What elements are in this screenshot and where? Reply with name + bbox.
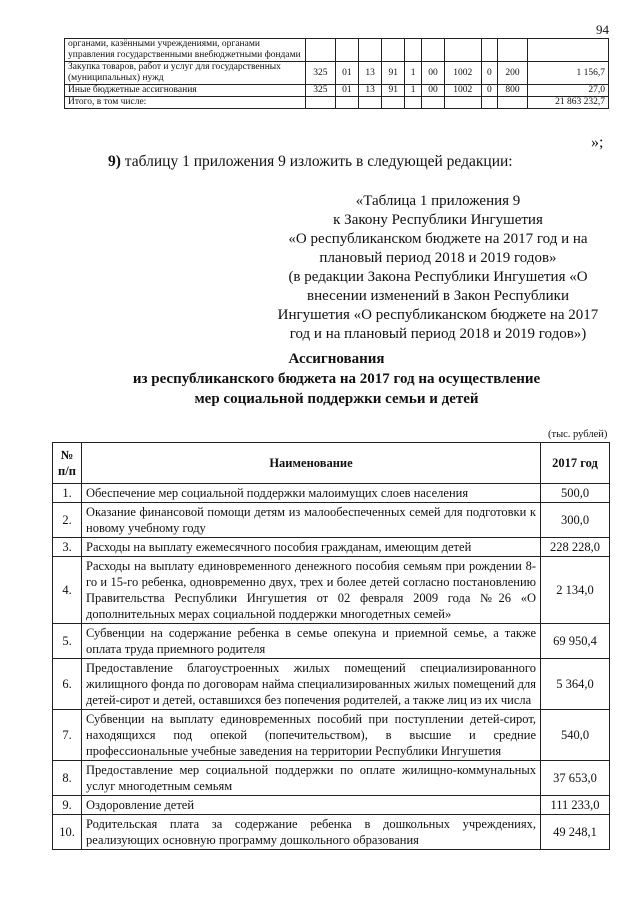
header-line: год и на плановый период 2018 и 2019 годов») [289, 326, 587, 342]
row-description: Предоставление благоустроенных жилых помещений специализированного жилищного фонда по договорам найма специализированных жилых помещений для детей-сирот и детей, оставшихся без попечения родителей, а также лиц из их числа [82, 659, 541, 710]
budget-code-cell [335, 39, 358, 62]
budget-code-cell [306, 39, 336, 62]
budget-code-cell: 13 [359, 62, 382, 85]
row-description: Субвенции на выплату единовременных пособий при поступлении детей-сирот, находящихся под опекой (попечительством), в высшие и средние профессиональные учебные заведения на территории Республики Ингушетия [82, 710, 541, 761]
row-number: 6. [53, 659, 82, 710]
table-row [53, 484, 610, 503]
budget-code-cell [498, 97, 528, 109]
budget-code-cell: 1002 [445, 85, 482, 97]
row-amount: 500,0 [541, 484, 610, 503]
page-number: 94 [596, 22, 609, 37]
column-header-num: № п/п [53, 443, 82, 484]
row-number: 5. [53, 624, 82, 659]
title-line: Ассигнования [288, 351, 385, 367]
column-header-name: Наименование [82, 443, 541, 484]
row-number: 1. [53, 484, 82, 503]
table-row [53, 557, 610, 624]
budget-code-cell [445, 39, 482, 62]
column-header-year: 2017 год [541, 443, 610, 484]
budget-code-cell: 1002 [445, 62, 482, 85]
row-number: 9. [53, 796, 82, 815]
budget-code-cell [335, 97, 358, 109]
budget-code-cell: 13 [359, 85, 382, 97]
budget-code-cell: 0 [481, 62, 498, 85]
row-number: 3. [53, 538, 82, 557]
budget-code-cell: 01 [335, 62, 358, 85]
instruction-number: 9) [108, 153, 121, 170]
units-label: (тыс. рублей) [548, 429, 608, 440]
budget-code-cell [382, 97, 405, 109]
row-description: Предоставление мер социальной поддержки по оплате жилищно-коммунальных услуг многодетным семьям [82, 761, 541, 796]
row-description: Расходы на выплату ежемесячного пособия гражданам, имеющим детей [82, 538, 541, 557]
allocations-table [52, 442, 610, 850]
budget-row-name: Иные бюджетные ассигнования [65, 85, 306, 97]
budget-amount [528, 39, 609, 62]
row-description: Оказание финансовой помощи детям из малообеспеченных семей для подготовки к новому учебному году [82, 503, 541, 538]
amendment-instruction [108, 153, 513, 171]
budget-row [65, 85, 609, 97]
budget-row-name: Закупка товаров, работ и услуг для государственных (муниципальных) нужд [65, 62, 306, 85]
row-description: Расходы на выплату единовременного денежного пособия семьям при рождении 8-го и 15-го ребенка, одновременно двух, трех и более детей согласно постановлению Правительства Республики Ингушетия от 02 февраля 2009 года №26 «О дополнительных мерах социальной поддержки многодетных семей» [82, 557, 541, 624]
budget-code-cell [405, 39, 422, 62]
row-description: Субвенции на содержание ребенка в семье опекуна и приемной семье, а также оплата труда приемного родителя [82, 624, 541, 659]
budget-code-cell [481, 39, 498, 62]
budget-code-cell [382, 39, 405, 62]
header-line: «О республиканском бюджете на 2017 год и на [288, 231, 588, 247]
row-amount: 111 233,0 [541, 796, 610, 815]
row-number: 7. [53, 710, 82, 761]
row-amount: 300,0 [541, 503, 610, 538]
title-line: из республиканского бюджета на 2017 год на осуществление [132, 371, 541, 387]
budget-code-cell: 01 [335, 85, 358, 97]
row-description: Оздоровление детей [82, 796, 541, 815]
header-line: плановый период 2018 и 2019 годов» [319, 250, 557, 266]
table-row [53, 815, 610, 850]
title-line: мер социальной поддержки семьи и детей [194, 391, 479, 407]
row-amount: 5 364,0 [541, 659, 610, 710]
budget-table-fragment [64, 38, 609, 109]
table-row [53, 796, 610, 815]
budget-code-cell [445, 97, 482, 109]
budget-code-cell: 00 [421, 85, 444, 97]
table-row [53, 761, 610, 796]
budget-code-cell [359, 97, 382, 109]
document-title [64, 349, 609, 409]
budget-code-cell: 0 [481, 85, 498, 97]
budget-row-name: органами, казёнными учреждениями, органами управления государственными внебюджетными фондами [65, 39, 306, 62]
budget-code-cell: 325 [306, 62, 336, 85]
budget-row-name: Итого, в том числе: [65, 97, 306, 109]
row-number: 10. [53, 815, 82, 850]
row-amount: 49 248,1 [541, 815, 610, 850]
budget-code-cell: 325 [306, 85, 336, 97]
row-amount: 69 950,4 [541, 624, 610, 659]
table-row [53, 659, 610, 710]
budget-code-cell: 1 [405, 62, 422, 85]
row-number: 8. [53, 761, 82, 796]
budget-code-cell [481, 97, 498, 109]
budget-amount: 1 156,7 [528, 62, 609, 85]
budget-code-cell [359, 39, 382, 62]
header-line: «Таблица 1 приложения 9 [355, 193, 521, 209]
table-row [53, 710, 610, 761]
budget-code-cell [306, 97, 336, 109]
budget-amount: 27,0 [528, 85, 609, 97]
budget-code-cell: 800 [498, 85, 528, 97]
table-header-row [53, 443, 610, 484]
table-reference-header [268, 192, 608, 344]
row-number: 4. [53, 557, 82, 624]
row-amount: 37 653,0 [541, 761, 610, 796]
budget-code-cell [405, 97, 422, 109]
table-row [53, 503, 610, 538]
budget-code-cell: 00 [421, 62, 444, 85]
header-line: внесении изменений в Закон Республики [307, 288, 569, 304]
instruction-text: таблицу 1 приложения 9 изложить в следующей редакции: [120, 153, 513, 170]
row-amount: 2 134,0 [541, 557, 610, 624]
budget-code-cell: 1 [405, 85, 422, 97]
budget-row [65, 62, 609, 85]
budget-amount: 21 863 232,7 [528, 97, 609, 109]
budget-row [65, 97, 609, 109]
row-amount: 228 228,0 [541, 538, 610, 557]
header-line: к Закону Республики Ингушетия [333, 212, 543, 228]
budget-code-cell: 200 [498, 62, 528, 85]
row-description: Родительская плата за содержание ребенка в дошкольных учреждениях, реализующих основную программу дошкольного образования [82, 815, 541, 850]
budget-code-cell: 91 [382, 85, 405, 97]
budget-code-cell [421, 97, 444, 109]
budget-code-cell: 91 [382, 62, 405, 85]
table-row [53, 538, 610, 557]
header-line: Ингушетия «О республиканском бюджете на 2017 [277, 307, 599, 323]
row-description: Обеспечение мер социальной поддержки малоимущих слоев населения [82, 484, 541, 503]
budget-code-cell [498, 39, 528, 62]
budget-code-cell [421, 39, 444, 62]
table-row [53, 624, 610, 659]
header-line: (в редакции Закона Республики Ингушетия «О [288, 269, 588, 285]
budget-row [65, 39, 609, 62]
row-number: 2. [53, 503, 82, 538]
closing-mark: »; [591, 134, 604, 151]
row-amount: 540,0 [541, 710, 610, 761]
